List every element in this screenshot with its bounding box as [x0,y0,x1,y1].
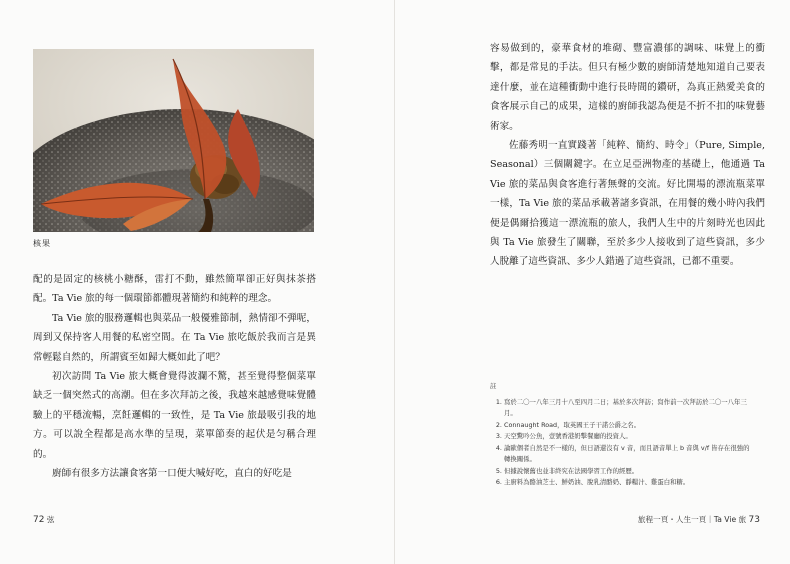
paragraph: 配的是固定的核桃小糖酥，雷打不動，雖然簡單卻正好與抹茶搭配。Ta Vie 旅的每一個環節都體現著簡約和純粹的理念。 [33,274,316,305]
note-item: 6. 主廚料為酪油芝士、鮮奶油、脫乳清酪奶、靜糧汁、雞蛋白和糖。 [504,477,752,489]
note-item: 1. 寫於二〇一八年三月十八至四月二日；基於多次拜訪；寫作前一次拜訪於二〇一八年三月。 [504,397,752,420]
note-item: 4. 論歐個者自然是不一樣的，但日語還沒有 v 音，而且語音單上 b 音與 v/f 皆存在很強的轉換關係。 [504,443,752,466]
page-number: 73 [748,515,760,525]
right-body-text [490,39,765,272]
paragraph: 初次訪問 Ta Vie 旅大概會覺得波瀾不驚，甚至覺得整個菜單缺乏一個突然式的高潮。但在多次拜訪之後，我越來越感覺味覺體驗上的平穩流暢，烹飪邏輯的一致性，是 Ta Vie 旅最吸引我的地方。可以說全程都是高水準的呈現，菜單節奏的起伏是匀稱合理的。 [33,371,316,460]
page-number: 72 [33,515,45,525]
notes-list [490,397,752,489]
paragraph: 廚師有很多方法讓食客第一口便大喊好吃，直白的好吃是 [52,468,292,480]
paragraph: 容易做到的，豪華食材的堆砌、豐富濃郁的調味、味覺上的衝擊，都是常見的手法。但只有極少數的廚師清楚地知道自己要表達什麼，並在這種衝動中進行長時間的鑽研，為真正熱愛美食的食客展示自己的成果，這樣的廚師我認為便是不折不扣的味覺藝術家。 [490,43,765,132]
notes-heading: 註 [490,382,497,390]
note-item: 3. 天空驚吟公魚，壹號香港奶撃餐廳的投資人。 [504,431,752,443]
paragraph: Ta Vie 旅的服務邏輯也與菜品一般優雅節制，熱情卻不弾呢，周到又保持客人用餐的私密空間。在 Ta Vie 旅吃飯於我而言是異常輕鬆自然的，所謂賓至如歸大概如此了吧？ [33,312,316,363]
note-item: 2. Connaught Road，取英國王子干諾公爵之名。 [504,420,752,432]
paragraph: 佐藤秀明一直實踐著「純粹、簡約、時令」（Pure, Simple, Seasonal）三個關鍵字。在立足亞洲物產的基礎上，他通過 Ta Vie 旅的菜品與食客進行著無聲的交流。好比開場的漂流瓶菜單一樣，Ta Vie 旅的菜品承載著諸多資訊，在用餐的幾小時內我們便是偶爾拾獲這一漂流瓶的旅人，我們人生中的片刻時光也因此與 Ta Vie 旅發生了關聯，至於多少人接收到了這些資訊，多少人脫離了這些資訊、多少人錯過了這些資訊，已都不重要。 [490,140,765,268]
right-folio [638,514,760,525]
running-head: 弦 [46,515,55,524]
left-folio [33,514,54,525]
running-head: 旅程一頁・人生一頁｜Ta Vie 旅 [637,515,747,524]
left-body-text [33,270,316,483]
footnotes [490,381,752,489]
note-item: 5. 但據說懷舊也並非終究在法國學習工作的經歷。 [504,466,752,478]
food-photo [33,49,314,232]
photo-caption: 核果 [33,239,51,248]
